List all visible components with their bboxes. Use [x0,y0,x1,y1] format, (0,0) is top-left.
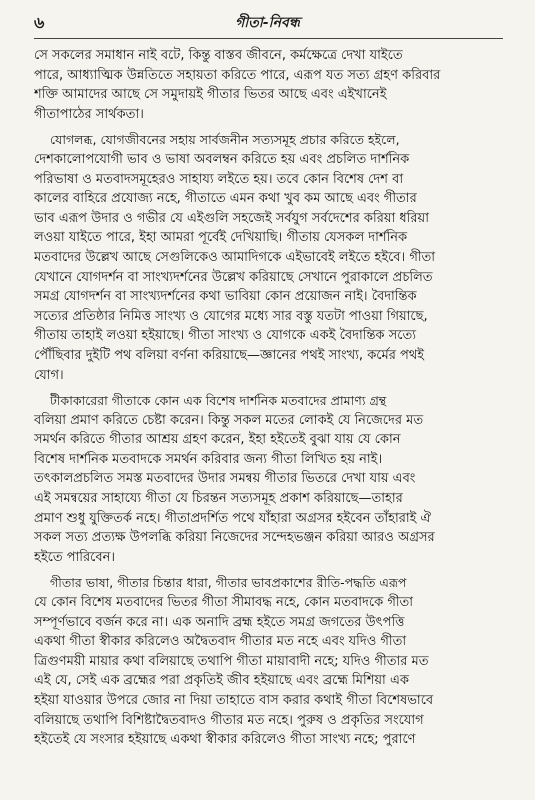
paragraph [34,130,506,385]
text-line: পারে, আধ্যাত্মিক উন্নতিতে সহায়তা করিতে পারে, এরূপ যত সত্য গ্রহণ করিবার [34,67,441,83]
text-line: এই সমন্বয়ের সাহায্যে গীতা যে চিরন্তন সত্যসমূহ প্রকাশ করিয়াছে—তাহার [34,491,403,507]
text-line: শক্তি আমাদের আছে সে সমুদায়ই গীতার ভিতর আছে এবং এইখানেই [34,87,387,103]
text-line: ত্রিগুণময়ী মায়ার কথা বলিয়াছে তথাপি গীতা মায়াবাদী নহে; যদিও গীতার মত [34,653,429,669]
text-line: সত্যের প্রতিষ্ঠার নিমিত্ত সাংখ্য ও যোগের মধ্যে সার বস্তু যতটা পাওয়া গিয়াছে, [34,308,428,324]
text-line: দেশকালোপযোগী ভাব ও ভাষা অবলম্বন করিতে হয় এবং প্রচলিত দার্শনিক [34,151,410,167]
text-line: বলিয়াছে তথাপি বিশিষ্টাদ্বৈতবাদও গীতার মত নহে। পুরুষ ও প্রকৃতির সংযোগ [34,712,424,728]
text-line: বলিয়া প্রমাণ করিতে চেষ্টা করেন। কিন্তু সকল মতের লোকই যে নিজেদের মত [34,412,424,428]
text-line: সে সকলের সমাধান নাই বটে, কিন্তু বাস্তব জীবনে, কর্মক্ষেত্রে দেখা যাইতে [34,48,403,63]
text-line: পরিভাষা ও মতবাদসমূহেরও সাহায্য লইতে হয়। তবে কোন বিশেষ দেশ বা [34,171,404,187]
text-line: সকল সত্য প্রত্যক্ষ উপলব্ধি করিয়া নিজেদের সন্দেহভঞ্জন করিয়া আরও অগ্রসর [34,530,435,546]
text-line: গীতায় তাহাই লওয়া হইয়াছে। গীতা সাংখ্য ও যোগকে একই বৈদান্তিক সত্যে [34,328,416,344]
text-line: যোগ। [34,367,64,383]
page-body [34,46,506,750]
text-line: সমগ্র যোগদর্শন বা সাংখ্যদর্শনের কথা ভাবিয়া কোন প্রয়োজন নাই। বৈদান্তিক [34,289,417,305]
text-line: সম্পূর্ণভাবে বর্জন করে না। এক অনাদি ব্রহ্ম হইতে সমগ্র জগতের উৎপত্তি [34,614,405,630]
text-line: যে কোন বিশেষ মতবাদের ভিতর গীতা সীমাবদ্ধ নহে, কোন মতবাদকে গীতা [34,595,414,611]
text-line: তৎকালপ্রচলিত সমস্ত মতবাদের উদার সমন্বয় গীতার ভিতরে দেখা যায় এবং [34,471,416,487]
text-line: এই যে, সেই এক ব্রহ্মের পরা প্রকৃতিই জীব হইয়াছে এবং ব্রহ্মে মিশিয়া এক [34,673,409,689]
text-line: কালের বাহিরে প্রযোজ্য নহে, গীতাতে এমন কথা খুব কম আছে এবং গীতার [34,191,417,207]
text-line: বিশেষ দার্শনিক মতবাদকে সমর্থন করিবার জন্য গীতা লিখিত হয় নাই। [34,451,383,467]
text-line: একথা গীতা স্বীকার করিলেও অদ্বৈতবাদ গীতার মত নহে এবং যদিও গীতা [34,634,407,650]
text-line: হইতেই যে সংসার হইয়াছে একথা স্বীকার করিলেও গীতা সাংখ্য নহে; পুরাণে [34,732,416,748]
text-line: হইতে পারিবেন। [34,549,116,565]
paragraph [34,391,506,567]
paragraph [34,573,506,749]
page-number: ৬ [34,13,45,32]
page-header [34,10,501,34]
text-line: প্রমাণ শুধু যুক্তিতর্ক নহে। গীতাপ্রদর্শিত পথে যাঁহারা অগ্রসর হইবেন তাঁহারাই ঐ [34,510,432,526]
text-line: যোগলব্ধ, যোগজীবনের সহায় সার্বজনীন সত্যসমূহ প্রচার করিতে হইলে, [50,132,400,148]
running-title: গীতা-নিবন্ধ [235,15,300,31]
text-line: লওয়া যাইতে পারে, ইহা আমরা পূর্বেই দেখিয়াছি। গীতায় যেসকল দার্শনিক [34,230,408,246]
header-rule [34,38,503,39]
text-line: হইয়া যাওয়ার উপরে জোর না দিয়া তাহাতে বাস করার কথাই গীতা বিশেষভাবে [34,693,434,708]
text-line: টীকাকারেরা গীতাকে কোন এক বিশেষ দার্শনিক মতবাদের প্রামাণ্য গ্রন্থ [50,393,387,409]
text-line: মতবাদের উল্লেখ আছে সেগুলিকেও আমাদিগকে এইভাবেই লইতে হইবে। গীতা [34,249,436,265]
paragraph [34,46,506,124]
text-line: গীতাপাঠের সার্থকতা। [34,106,144,122]
text-line: যেখানে যোগদর্শন বা সাংখ্যদর্শনের উল্লেখ করিয়াছে সেখানে পুরাকালে প্রচলিত [34,269,433,285]
text-line: গীতার ভাষা, গীতার চিন্তার ধারা, গীতার ভাবপ্রকাশের রীতি-পদ্ধতি এরূপ [50,575,407,591]
text-line: পৌঁছিবার দুইটি পথ বলিয়া বর্ণনা করিয়াছে—জ্ঞানের পথই সাংখ্য, কর্মের পথই [34,347,425,363]
text-line: সমর্থন করিতে গীতার আশ্রয় গ্রহণ করেন, ইহা হইতেই বুঝা যায় যে কোন [34,432,401,448]
text-line: ভাব এরূপ উদার ও গভীর যে এইগুলি সহজেই সর্বযুগ সর্বদেশের করিয়া ধরিয়া [34,210,429,226]
